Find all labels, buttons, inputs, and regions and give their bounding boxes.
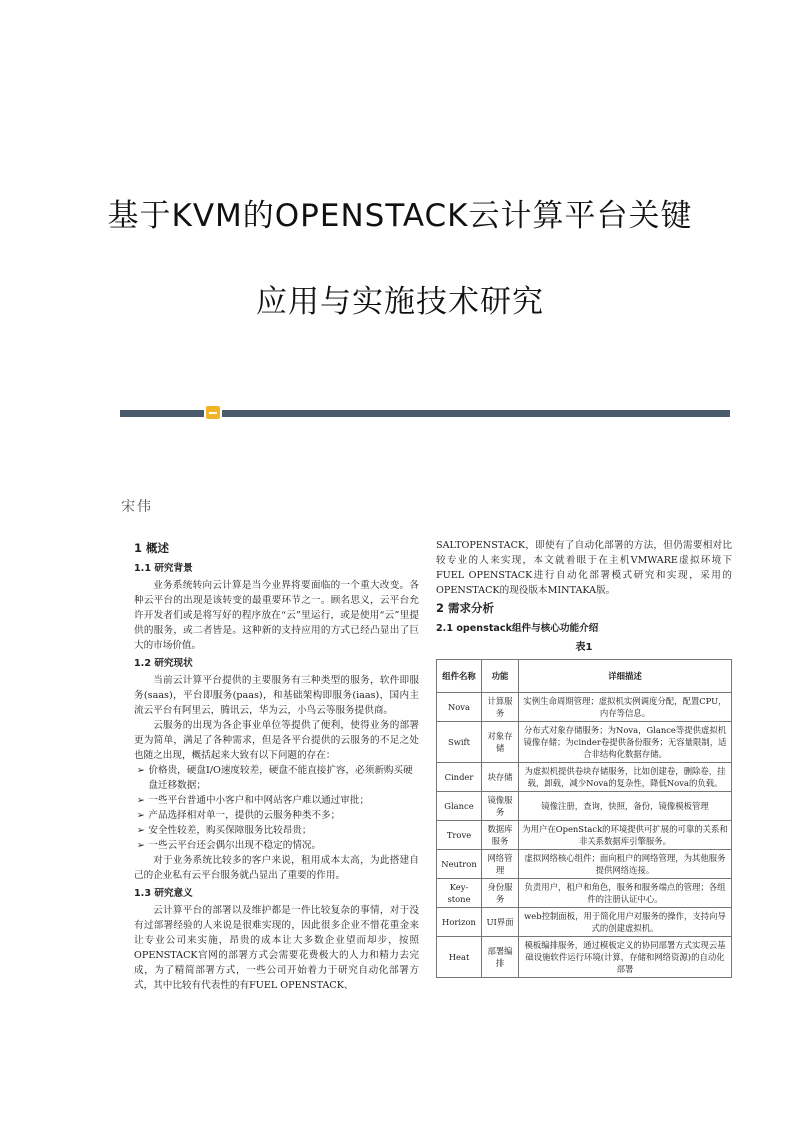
table-row: [437, 722, 732, 763]
component-name-cell: Swift: [437, 722, 482, 763]
list-item-text: 价格贵，硬盘I/O速度较差，硬盘不能直接扩容，必须新购买硬盘迁移数据；: [148, 765, 413, 791]
table-row: [437, 879, 732, 908]
description-cell: 为虚拟机提供卷块存储服务，比如创建卷，删除卷，挂载，卸载，减少Nova的复杂性，降低Nova的负载。: [519, 763, 732, 792]
table-row: [437, 792, 732, 821]
function-cell: 对象存储: [482, 722, 519, 763]
description-cell: 负责用户，租户和角色，服务和服务端点的管理；各组件的注册认证中心。: [519, 879, 732, 908]
component-name-cell: Trove: [437, 821, 482, 850]
author-name: 宋伟: [121, 499, 153, 515]
description-cell: 镜像注册，查询，快照，备份，镜像模板管理: [519, 792, 732, 821]
subsection-heading: 1.1 研究背景: [134, 563, 193, 574]
bullet-marker: ➢: [136, 825, 145, 836]
right-column: [436, 538, 732, 978]
header-cell: 组件名称: [437, 660, 482, 693]
paragraph: 业务系统转向云计算是当今业界将要面临的一个重大改变。各种云平台的出现是该转变的最重要环节之一。顾名思义，云平台允许开发者们或是将写好的程序放在“云”里运行，或是使用“云”里提供的服务，或二者皆是。这种新的支持应用的方式已经凸显出了巨大的市场价值。: [134, 580, 419, 651]
description-cell: 分布式对象存储服务；为Nova，Glance等提供虚拟机镜像存储；为cinder卷提供备份服务；无容量限制，适合非结构化数据存储。: [519, 722, 732, 763]
description-cell: 模板编排服务，通过模板定义的协同部署方式实现云基础设施软件运行环境(计算，存储和网络资源)的自动化部署: [519, 937, 732, 978]
description-cell: web控制面板，用于简化用户对服务的操作，支持向导式的创建虚拟机。: [519, 908, 732, 937]
description-cell: 为用户在OpenStack的环境提供可扩展的可靠的关系和非关系数据库引擎服务。: [519, 821, 732, 850]
table-row: [437, 821, 732, 850]
header-rule-right: [222, 410, 730, 417]
list-item: [134, 838, 419, 853]
paragraph: 云计算平台的部署以及维护都是一件比较复杂的事情，对于没有过部署经验的人来说是很难实现的，因此很多企业不惜花重金来让专业公司来实施，昂贵的成本让大多数企业望而却步，按照OPENSTACK官网的部署方式会需要花费极大的人力和精力去完成，为了精简部署方式，一些公司开始着力于研究自动化部署方式，其中比较有代表性的有FUEL OPENSTACK、: [134, 905, 419, 991]
subsection-heading: 1.3 研究意义: [134, 888, 193, 899]
function-cell: 计算服务: [482, 693, 519, 722]
paragraph: 云服务的出现为各企事业单位等提供了便利，使得业务的部署更为简单，满足了各种需求，但是各平台提供的云服务的不足之处也随之出现，概括起来大致有以下问题的存在：: [134, 720, 419, 761]
left-column: [134, 538, 419, 993]
bullet-marker: ➢: [136, 765, 145, 776]
components-table: [436, 659, 732, 978]
title-line-1: 基于KVM的OPENSTACK云计算平台关键: [107, 198, 693, 234]
list-item-text: 一些平台普通中小客户和中网站客户难以通过审批；: [148, 795, 370, 806]
list-item: [134, 808, 419, 823]
table-caption: 表1: [575, 642, 593, 653]
function-cell: 身份服务: [482, 879, 519, 908]
list-item-text: 安全性较差，购买保障服务比较昂贵；: [148, 825, 312, 836]
table-row: [437, 850, 732, 879]
function-cell: 部署编排: [482, 937, 519, 978]
paragraph: SALTOPENSTACK，即使有了自动化部署的方法，但仍需要相对比较专业的人来实现，本文就着眼于在主机VMWARE虚拟环境下FUEL OPENSTACK进行自动化部署模式研究和实现，采用的OPENSTACK的现役版本MINTAKA版。: [436, 540, 732, 596]
function-cell: 块存储: [482, 763, 519, 792]
title-line-2: 应用与实施技术研究: [256, 284, 544, 320]
envelope-icon: [206, 406, 220, 419]
component-name-cell: Key-stone: [437, 879, 482, 908]
component-name-cell: Horizon: [437, 908, 482, 937]
list-item-text: 一些云平台还会偶尔出现不稳定的情况。: [148, 840, 322, 851]
function-cell: 数据库服务: [482, 821, 519, 850]
subsection-heading: 2.1 openstack组件与核心功能介绍: [436, 623, 599, 634]
list-item-text: 产品选择相对单一，提供的云服务种类不多；: [148, 810, 341, 821]
bullet-marker: ➢: [136, 840, 145, 851]
component-name-cell: Glance: [437, 792, 482, 821]
function-cell: 网络管理: [482, 850, 519, 879]
table-row: [437, 908, 732, 937]
table-row: [437, 937, 732, 978]
component-name-cell: Neutron: [437, 850, 482, 879]
table-row: [437, 763, 732, 792]
description-cell: 虚拟网络核心组件；面向租户的网络管理，为其他服务提供网络连接。: [519, 850, 732, 879]
list-item: [134, 763, 419, 793]
paragraph: 当前云计算平台提供的主要服务有三种类型的服务，软件即服务(saas)，平台即服务(paas)，和基础架构即服务(iaas)，国内主流云平台有阿里云，腾讯云，华为云，小鸟云等服务提供商。: [134, 675, 419, 716]
description-cell: 实例生命周期管理；虚拟机实例调度分配，配置CPU，内存等信息。: [519, 693, 732, 722]
component-name-cell: Cinder: [437, 763, 482, 792]
header-cell: 详细描述: [519, 660, 732, 693]
paragraph: 对于业务系统比较多的客户来说，租用成本太高，为此搭建自己的企业私有云平台服务就凸显出了重要的作用。: [134, 855, 419, 881]
component-name-cell: Nova: [437, 693, 482, 722]
bullet-marker: ➢: [136, 795, 145, 806]
section-heading: 1 概述: [134, 541, 170, 555]
header-cell: 功能: [482, 660, 519, 693]
header-rule-left: [120, 410, 204, 417]
list-item: [134, 823, 419, 838]
section-heading: 2 需求分析: [436, 601, 495, 615]
table-body: [437, 693, 732, 978]
function-cell: UI界面: [482, 908, 519, 937]
list-item: [134, 793, 419, 808]
function-cell: 镜像服务: [482, 792, 519, 821]
table-row: [437, 693, 732, 722]
bullet-marker: ➢: [136, 810, 145, 821]
table-header-row: [437, 660, 732, 693]
subsection-heading: 1.2 研究现状: [134, 658, 193, 669]
component-name-cell: Heat: [437, 937, 482, 978]
